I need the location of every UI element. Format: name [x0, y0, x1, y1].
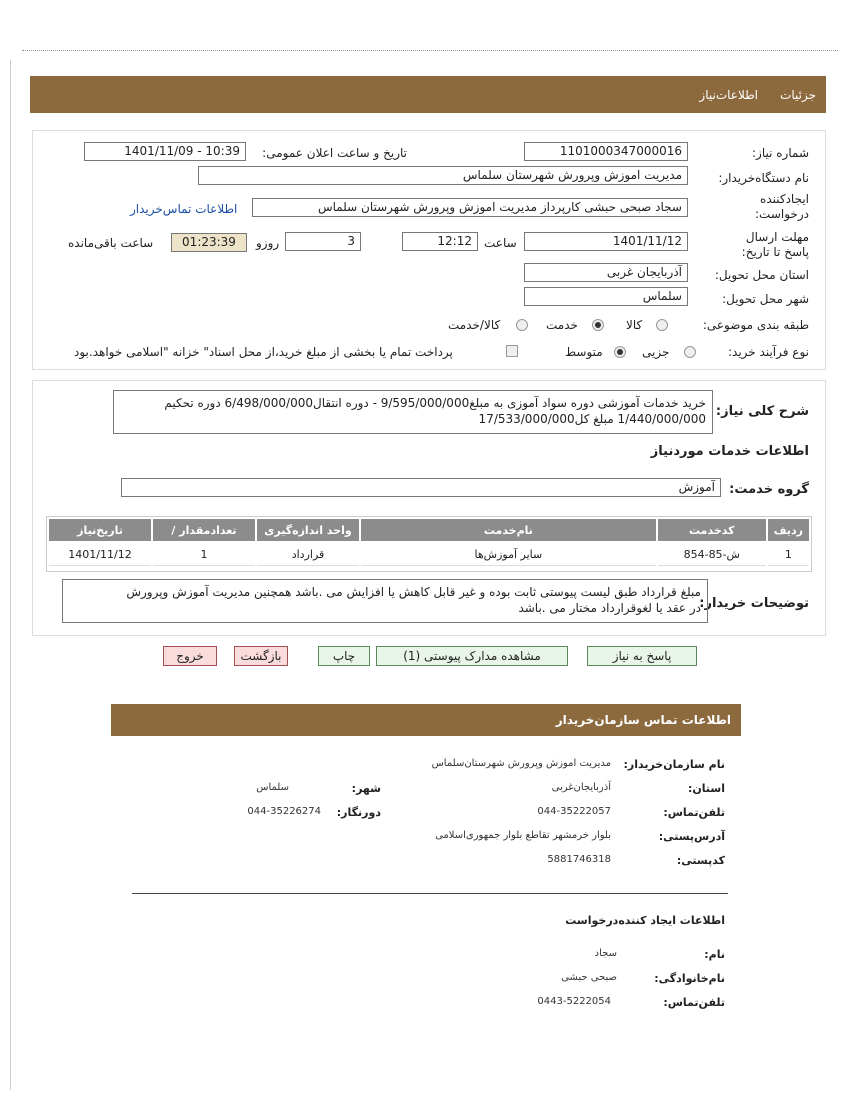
reply-button[interactable]: پاسخ به نیاز — [587, 646, 697, 666]
attachments-button[interactable]: مشاهده مدارک پیوستی (1) — [376, 646, 568, 666]
col-need-date: تاریخ‌نیاز — [49, 519, 151, 541]
process-minor-label: جزیی — [642, 345, 670, 359]
remaining-label: ساعت باقی‌مانده — [68, 236, 154, 250]
page-header — [30, 76, 826, 113]
name-label: نام: — [704, 948, 725, 961]
category-goods-radio[interactable] — [656, 317, 668, 331]
buyer-notes-box — [62, 579, 708, 623]
services-table — [47, 517, 811, 568]
summary-text-line2: 1/440/000/000 مبلغ کل17/533/000/000 — [478, 412, 706, 426]
print-button[interactable]: چاپ — [318, 646, 370, 666]
table-row — [49, 543, 809, 566]
need-number-label: شماره نیاز: — [752, 146, 809, 160]
cell-row-number: 1 — [768, 543, 809, 566]
cell-service-name: سایر آموزش‌ها — [361, 543, 656, 566]
category-service-radio[interactable] — [592, 317, 604, 331]
days-field: 3 — [285, 232, 361, 251]
org-label: نام سازمان‌خریدار: — [623, 758, 725, 771]
cell-need-date: 1401/11/12 — [49, 543, 151, 566]
cell-service-code: ش-85-854 — [658, 543, 766, 566]
province-field: آذربایجان غربی — [524, 263, 688, 282]
creator-label: ایجادکننده درخواست: — [755, 192, 809, 221]
cell-unit: قرارداد — [257, 543, 359, 566]
contact-province-label: استان: — [688, 782, 725, 795]
deadline-date-field: 1401/11/12 — [524, 232, 688, 251]
address-label: آدرس‌پستی: — [658, 830, 725, 843]
cell-quantity: 1 — [153, 543, 255, 566]
postal-label: کدپستی: — [676, 854, 725, 867]
fax-label: دورنگار: — [336, 806, 381, 819]
col-row-number: ردیف — [768, 519, 809, 541]
family-value: صبحی حبشی — [561, 972, 617, 983]
buyer-contact-link[interactable]: اطلاعات تماس‌خریدار — [130, 202, 238, 216]
city-label: شهر محل تحویل: — [722, 292, 809, 306]
days-label: روزو — [256, 236, 280, 250]
left-border — [10, 60, 11, 1090]
table-header-row — [49, 519, 809, 541]
deadline-label: مهلت ارسال پاسخ تا تاریخ: — [741, 230, 809, 259]
announce-label: تاریخ و ساعت اعلان عمومی: — [262, 146, 407, 160]
buyer-notes-line2: در عقد یا لغوقرارداد مختار می .باشد — [518, 601, 701, 615]
group-field: آموزش — [121, 478, 721, 497]
remaining-time-field: 01:23:39 — [171, 233, 247, 252]
fax-value: 044-35226274 — [247, 806, 321, 817]
back-button[interactable]: بازگشت — [234, 646, 288, 666]
col-service-name: نام‌خدمت — [361, 519, 656, 541]
need-number-field: 1101000347000016 — [524, 142, 688, 161]
process-medium-radio[interactable] — [614, 344, 626, 358]
category-both-radio[interactable] — [516, 317, 528, 331]
buyer-field: مدیریت اموزش وپرورش شهرستان سلماس — [198, 166, 688, 185]
services-table-wrap — [46, 516, 812, 572]
family-label: نام‌خانوادگی: — [654, 972, 725, 985]
tab-need-info[interactable]: اطلاعات‌نیاز — [699, 88, 758, 102]
city-field: سلماس — [524, 287, 688, 306]
creator-section-title: اطلاعات ایجاد کننده‌درخواست — [565, 914, 725, 927]
name-value: سجاد — [594, 948, 617, 959]
contact-title: اطلاعات تماس سازمان‌خریدار — [555, 713, 731, 727]
col-unit: واحد اندازه‌گیری — [257, 519, 359, 541]
payment-note: پرداخت تمام یا بخشی از مبلغ خرید،از محل اسناد" خزانه "اسلامی خواهد.بود — [74, 345, 453, 359]
creator-phone-label: تلفن‌تماس: — [663, 996, 725, 1009]
summary-text-line1: خرید خدمات آموزشی دوره سواد آموزی به مبلغ9/595/000/000 - دوره انتقال6/498/000/000 دوره تحکیم — [164, 396, 706, 410]
summary-label: شرح کلی نیاز: — [715, 404, 809, 419]
contact-province-value: آذربایجان‌غربی — [551, 782, 611, 793]
creator-phone-value: 0443-5222054 — [537, 996, 611, 1007]
payment-checkbox[interactable] — [506, 343, 518, 357]
buyer-label: نام دستگاه‌خریدار: — [718, 171, 809, 185]
process-minor-radio[interactable] — [684, 344, 696, 358]
contact-phone-value: 044-35222057 — [537, 806, 611, 817]
contact-header — [111, 704, 741, 736]
category-service-label: خدمت — [546, 318, 578, 332]
deadline-time-field: 12:12 — [402, 232, 478, 251]
buyer-notes-line1: مبلغ قرارداد طبق لیست پیوستی ثابت بوده و غیر قابل کاهش یا افزایش می .باشد همچنین مدیریت آموزش وپرورش — [126, 585, 701, 599]
buyer-notes-label: توضیحات خریدار: — [699, 596, 809, 611]
tab-details[interactable]: جزئیات — [780, 88, 816, 102]
col-service-code: کدخدمت — [658, 519, 766, 541]
contact-divider — [132, 893, 728, 894]
postal-value: 5881746318 — [547, 854, 611, 865]
col-quantity: تعدادمقدار / — [153, 519, 255, 541]
contact-city-label: شهر: — [351, 782, 381, 795]
address-value: بلوار خرمشهر تقاطع بلوار جمهوری‌اسلامی — [435, 830, 611, 841]
org-value: مدیریت اموزش وپرورش شهرستان‌سلماس — [431, 758, 611, 769]
creator-field: سجاد صبحی حبشی کارپرداز مدیریت اموزش وپرورش شهرستان سلماس — [252, 198, 688, 217]
category-goods-label: کالا — [626, 318, 643, 332]
announce-field: 1401/11/09 - 10:39 — [84, 142, 246, 161]
category-label: طبقه بندی موضوعی: — [702, 318, 809, 332]
contact-phone-label: تلفن‌تماس: — [663, 806, 725, 819]
contact-city-value: سلماس — [256, 782, 289, 793]
exit-button[interactable]: خروج — [163, 646, 217, 666]
summary-text-box — [113, 390, 713, 434]
process-label: نوع فرآیند خرید: — [728, 345, 809, 359]
deadline-time-label: ساعت — [484, 236, 517, 250]
province-label: استان محل تحویل: — [714, 268, 809, 282]
group-label: گروه خدمت: — [729, 482, 809, 497]
process-medium-label: متوسط — [565, 345, 603, 359]
services-title: اطلاعات خدمات موردنیاز — [650, 444, 809, 459]
category-both-label: کالا/خدمت — [448, 318, 501, 332]
top-divider — [22, 50, 838, 51]
